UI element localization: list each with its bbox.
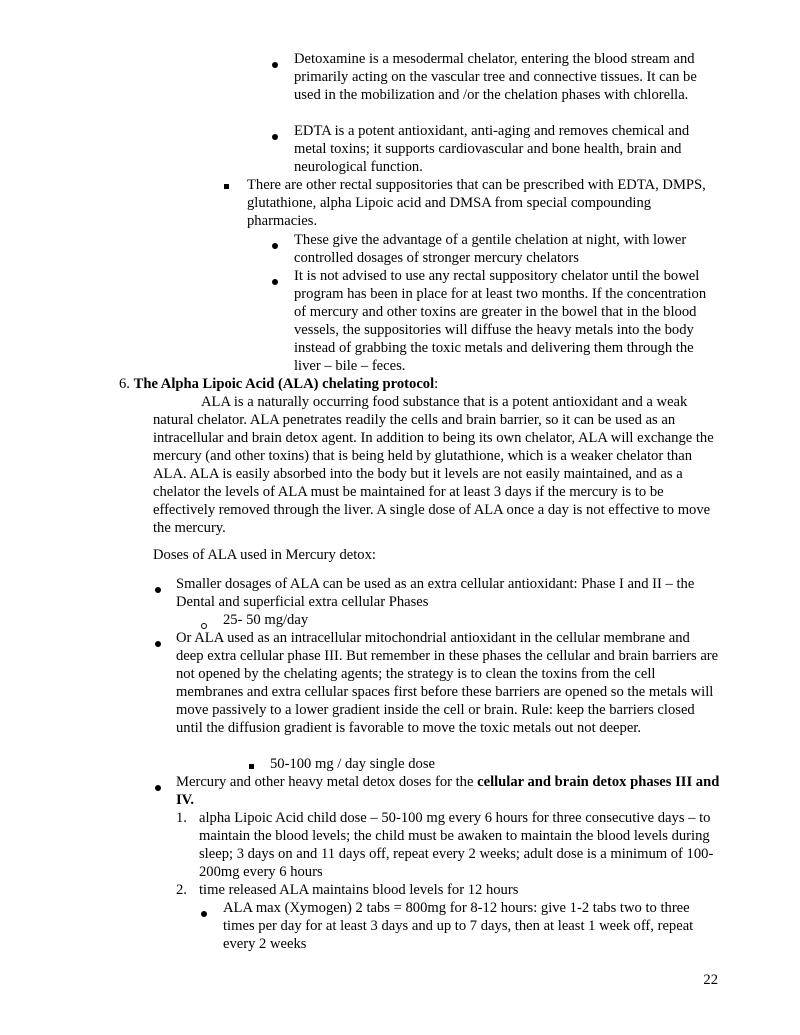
numbered-item-2: time released ALA maintains blood levels for 12 hours	[199, 882, 519, 898]
not-advised-text: It is not advised to use any rectal suppository chelator until the bowel program has been in place for at least two months. If the concentration of mercury and other toxins are greater in the bowel that in the blood vessels, the suppositories will diffuse the heavy metals into the body instead of grabbing the toxic metals and delivering them through the liver – bile – feces.	[294, 268, 707, 374]
bullet-icon	[272, 62, 278, 68]
bullet-icon	[201, 911, 207, 917]
bullet-icon	[272, 134, 278, 140]
rectal-text: There are other rectal suppositories that can be prescribed with EDTA, DMPS, glutathione, alpha Lipoic acid and DMSA from special compounding pharmacies.	[247, 177, 706, 229]
gentile-text: These give the advantage of a gentile chelation at night, with lower controlled dosages of stronger mercury chelators	[294, 232, 687, 266]
detoxamine-item	[294, 50, 718, 104]
list-number: 2.	[176, 882, 187, 898]
dose-3-item: Mercury and other heavy metal detox doses for the cellular and brain detox phases III and IV.	[176, 774, 720, 808]
section-number: 6.	[119, 376, 130, 392]
dose-1-sub: 25- 50 mg/day	[223, 612, 309, 628]
not-advised-item	[294, 267, 718, 375]
edta-text: EDTA is a potent antioxidant, anti-aging and removes chemical and metal toxins; it supports cardiovascular and bone health, brain and neurological function.	[294, 123, 690, 175]
ala-max-item: ALA max (Xymogen) 2 tabs = 800mg for 8-12 hours: give 1-2 tabs two to three times per day for at least 3 days and up to 7 days, then at least 1 week off, repeat every 2 weeks	[223, 900, 694, 952]
bullet-icon	[155, 641, 161, 647]
bullet-icon	[272, 243, 278, 249]
rectal-item	[247, 176, 719, 230]
bullet-icon	[155, 785, 161, 791]
page-number: 22	[703, 972, 718, 988]
section-6-heading: 6. The Alpha Lipoic Acid (ALA) chelating protocol:	[119, 376, 439, 392]
detoxamine-text: Detoxamine is a mesodermal chelator, entering the blood stream and primarily acting on the vascular tree and connective tissues. It can be used in the mobilization and /or the chelation phases with chlorella.	[294, 51, 697, 103]
section-title: The Alpha Lipoic Acid (ALA) chelating protocol	[133, 376, 435, 392]
square-bullet-icon	[249, 764, 254, 769]
dose-1-item: Smaller dosages of ALA can be used as an extra cellular antioxidant: Phase I and II – the Dental and superficial extra cellular Phases	[176, 576, 695, 610]
list-number: 1.	[176, 810, 187, 826]
bullet-icon	[155, 587, 161, 593]
square-bullet-icon	[224, 184, 229, 189]
gentile-item	[294, 231, 718, 267]
numbered-item-1: alpha Lipoic Acid child dose – 50-100 mg every 6 hours for three consecutive days – to maintain the blood levels; the child must be awaken to maintain the blood levels during sleep; 3 days on and 11 days off, repeat every 2 weeks; adult dose is a minimum of 100-200mg every 6 hours	[199, 810, 714, 880]
edta-item	[294, 122, 718, 176]
bullet-icon	[272, 279, 278, 285]
dose-2-sub: 50-100 mg / day single dose	[270, 756, 435, 772]
dose-2-item: Or ALA used as an intracellular mitochondrial antioxidant in the cellular membrane and deep extra cellular phase III. But remember in these phases the cellular and brain barriers are not opened by the chelating agents; the strategy is to clean the toxins from the cell membranes and extra cellular spaces first before these barriers are opened so the metals will move passively to a lower gradient inside the cell or brain. Rule: keep the barriers closed until the diffusion gradient is favorable to move the toxic metals out not deeper.	[176, 630, 719, 736]
doses-heading: Doses of ALA used in Mercury detox:	[153, 547, 376, 563]
ala-paragraph: ALA is a naturally occurring food substance that is a potent antioxidant and a weak natural chelator. ALA penetrates readily the cells and brain barrier, so it can be used as an intracellular and brain detox agent. In addition to being its own chelator, ALA will exchange the mercury (and other toxins) that is being held by glutathione, which is a weaker chelator than ALA. ALA is easily absorbed into the body but it levels are not easily maintained, and as a chelator the levels of ALA must be maintained for at least 3 days if the mercury is to be effectively removed through the liver. A single dose of ALA once a day is not effective to move the mercury.	[153, 394, 714, 536]
